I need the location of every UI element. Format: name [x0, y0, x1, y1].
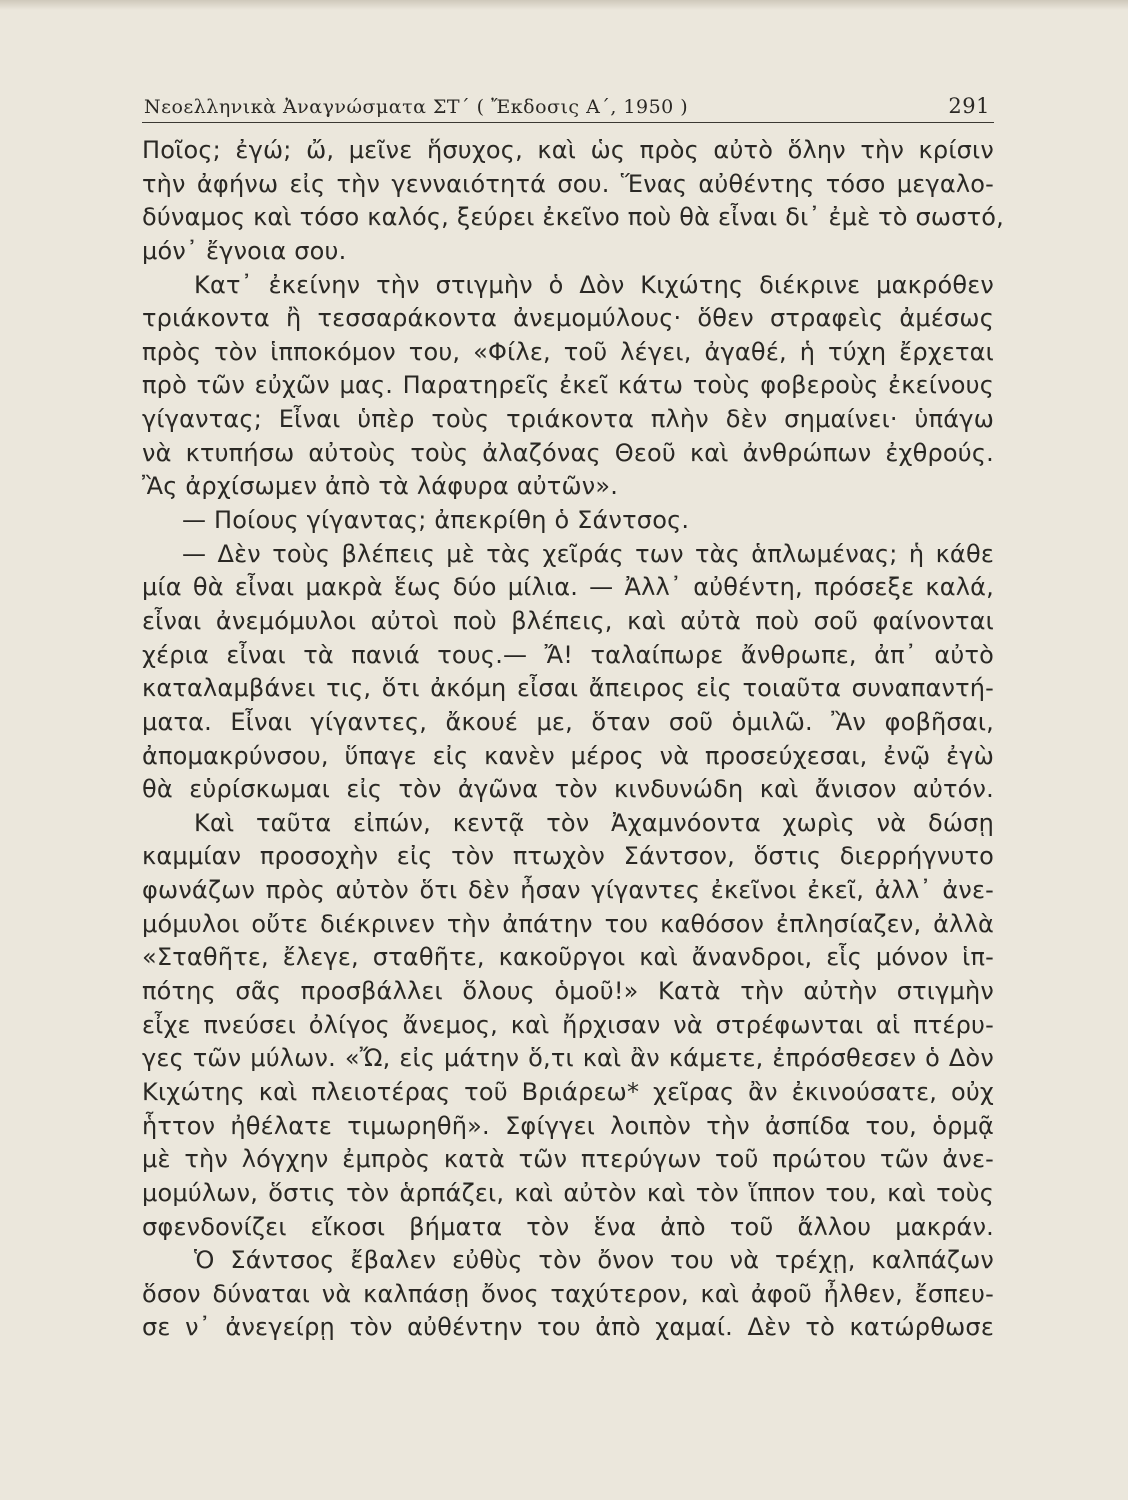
text-line: μόν᾿ ἔγνοια σου.: [142, 236, 347, 265]
text-line: — Δὲν τοὺς βλέπεις μὲ τὰς χεῖράς των τὰς ἁπλωμένας; ἡ κάθε: [182, 539, 994, 568]
text-line: ματα. Εἶναι γίγαντες, ἄκουέ με, ὅταν σοῦ ὁμιλῶ. Ἂν φοβῆσαι,: [142, 707, 994, 736]
text-line: ὅσον δύναται νὰ καλπάσῃ ὄνος ταχύτερον, καὶ ἀφοῦ ἦλθεν, ἔσπευ-: [142, 1279, 994, 1308]
text-line: Κιχώτης καὶ πλειοτέρας τοῦ Βριάρεω* χεῖρας ἂν ἐκινούσατε, οὐχ: [142, 1077, 994, 1106]
book-page: [142, 86, 1004, 1346]
text-line: πότης σᾶς προσβάλλει ὅλους ὁμοῦ!» Κατὰ τὴν αὐτὴν στιγμὴν: [142, 977, 994, 1006]
text-line: μομύλων, ὅστις τὸν ἁρπάζει, καὶ αὐτὸν καὶ τὸν ἵππον του, καὶ τοὺς: [142, 1178, 994, 1207]
text-line: τριάκοντα ἢ τεσσαράκοντα ἀνεμομύλους· ὅθεν στραφεὶς ἀμέσως: [142, 304, 994, 333]
text-line: γίγαντας; Εἶναι ὑπὲρ τοὺς τριάκοντα πλὴν δὲν σημαίνει· ὑπάγω: [142, 405, 994, 434]
text-line: μὲ τὴν λόγχην ἐμπρὸς κατὰ τῶν πτερύγων τοῦ πρώτου τῶν ἀνε-: [142, 1145, 994, 1174]
text-line: εἶναι ἀνεμόμυλοι αὐτοὶ ποὺ βλέπεις, καὶ αὐτὰ ποὺ σοῦ φαίνονται: [142, 606, 994, 635]
scan-edge: [0, 0, 1128, 10]
text-line: Ἂς ἀρχίσωμεν ἀπὸ τὰ λάφυρα αὐτῶν».: [142, 472, 619, 501]
text-line: πρὸ τῶν εὐχῶν μας. Παρατηρεῖς ἐκεῖ κάτω τοὺς φοβεροὺς ἐκείνους: [142, 371, 994, 400]
text-line: μόμυλοι οὔτε διέκρινεν τὴν ἀπάτην του καθόσον ἐπλησίαζεν, ἀλλὰ: [142, 909, 994, 938]
text-line: θὰ εὑρίσκωμαι εἰς τὸν ἀγῶνα τὸν κινδυνώδη καὶ ἄνισον αὐτόν.: [142, 775, 994, 804]
text-line: γες τῶν μύλων. «Ὤ, εἰς μάτην ὅ,τι καὶ ἂν κάμετε, ἐπρόσθεσεν ὁ Δὸν: [142, 1044, 994, 1073]
text-line: φωνάζων πρὸς αὐτὸν ὅτι δὲν ἦσαν γίγαντες ἐκεῖνοι ἐκεῖ, ἀλλ᾿ ἀνε-: [142, 876, 994, 905]
running-title: Νεοελληνικὰ Ἀναγνώσματα ΣΤ΄ ( Ἔκδοσις Α΄, 1950 ): [144, 96, 689, 118]
text-line: Καὶ ταῦτα εἰπών, κεντᾷ τὸν Ἀχαμνόοντα χωρὶς νὰ δώσῃ: [194, 808, 994, 837]
text-line: εἶχε πνεύσει ὀλίγος ἄνεμος, καὶ ἤρχισαν νὰ στρέφωνται αἱ πτέρυ-: [142, 1010, 994, 1039]
running-head: [142, 86, 994, 123]
text-line: καταλαμβάνει τις, ὅτι ἀκόμη εἶσαι ἄπειρος εἰς τοιαῦτα συναπαντή-: [142, 674, 994, 703]
text-line: σε ν᾿ ἀνεγείρῃ τὸν αὐθέντην του ἀπὸ χαμαί. Δὲν τὸ κατώρθωσε: [142, 1313, 994, 1342]
text-line: νὰ κτυπήσω αὐτοὺς τοὺς ἀλαζόνας Θεοῦ καὶ ἀνθρώπων ἐχθρούς.: [142, 438, 994, 467]
text-line: «Σταθῆτε, ἔλεγε, σταθῆτε, κακοῦργοι καὶ ἄνανδροι, εἷς μόνον ἱπ-: [142, 943, 994, 972]
text-line: Ποῖος; ἐγώ; ὤ, μεῖνε ἥσυχος, καὶ ὡς πρὸς αὐτὸ ὅλην τὴν κρίσιν: [142, 136, 994, 164]
text-line: ἀπομακρύνσου, ὕπαγε εἰς κανὲν μέρος νὰ προσεύχεσαι, ἐνῷ ἐγὼ: [142, 741, 994, 770]
text-line: μία θὰ εἶναι μακρὰ ἕως δύο μίλια. — Ἀλλ᾿ αὐθέντη, πρόσεξε καλά,: [142, 573, 994, 602]
text-line: σφενδονίζει εἴκοσι βήματα τὸν ἕνα ἀπὸ τοῦ ἄλλου μακράν.: [142, 1212, 994, 1241]
text-line: — Ποίους γίγαντας; ἀπεκρίθη ὁ Σάντσος.: [182, 506, 690, 535]
text-line: ἧττον ἠθέλατε τιμωρηθῆ». Σφίγγει λοιπὸν τὴν ἀσπίδα του, ὁρμᾷ: [142, 1111, 994, 1140]
text-line: τὴν ἀφήνω εἰς τὴν γενναιότητά σου. Ἕνας αὐθέντης τόσο μεγαλο-: [142, 169, 994, 198]
text-line: χέρια εἶναι τὰ πανιά τους.— Ἄ! ταλαίπωρε ἄνθρωπε, ἀπ᾿ αὐτὸ: [142, 640, 994, 669]
text-line: καμμίαν προσοχὴν εἰς τὸν πτωχὸν Σάντσον, ὅστις διερρήγνυτο: [142, 842, 994, 871]
text-line: Ὁ Σάντσος ἔβαλεν εὐθὺς τὸν ὄνον του νὰ τρέχῃ, καλπάζων: [194, 1246, 994, 1275]
page-number: 291: [948, 94, 990, 118]
text-body: [142, 135, 1004, 1342]
text-line: δύναμος καὶ τόσο καλός, ξεύρει ἐκεῖνο ποὺ θὰ εἶναι δι᾿ ἐμὲ τὸ σωστό,: [142, 203, 1004, 232]
text-line: πρὸς τὸν ἱπποκόμον του, «Φίλε, τοῦ λέγει, ἀγαθέ, ἡ τύχη ἔρχεται: [142, 337, 994, 366]
text-line: Κατ᾿ ἐκείνην τὴν στιγμὴν ὁ Δὸν Κιχώτης διέκρινε μακρόθεν: [194, 270, 994, 299]
